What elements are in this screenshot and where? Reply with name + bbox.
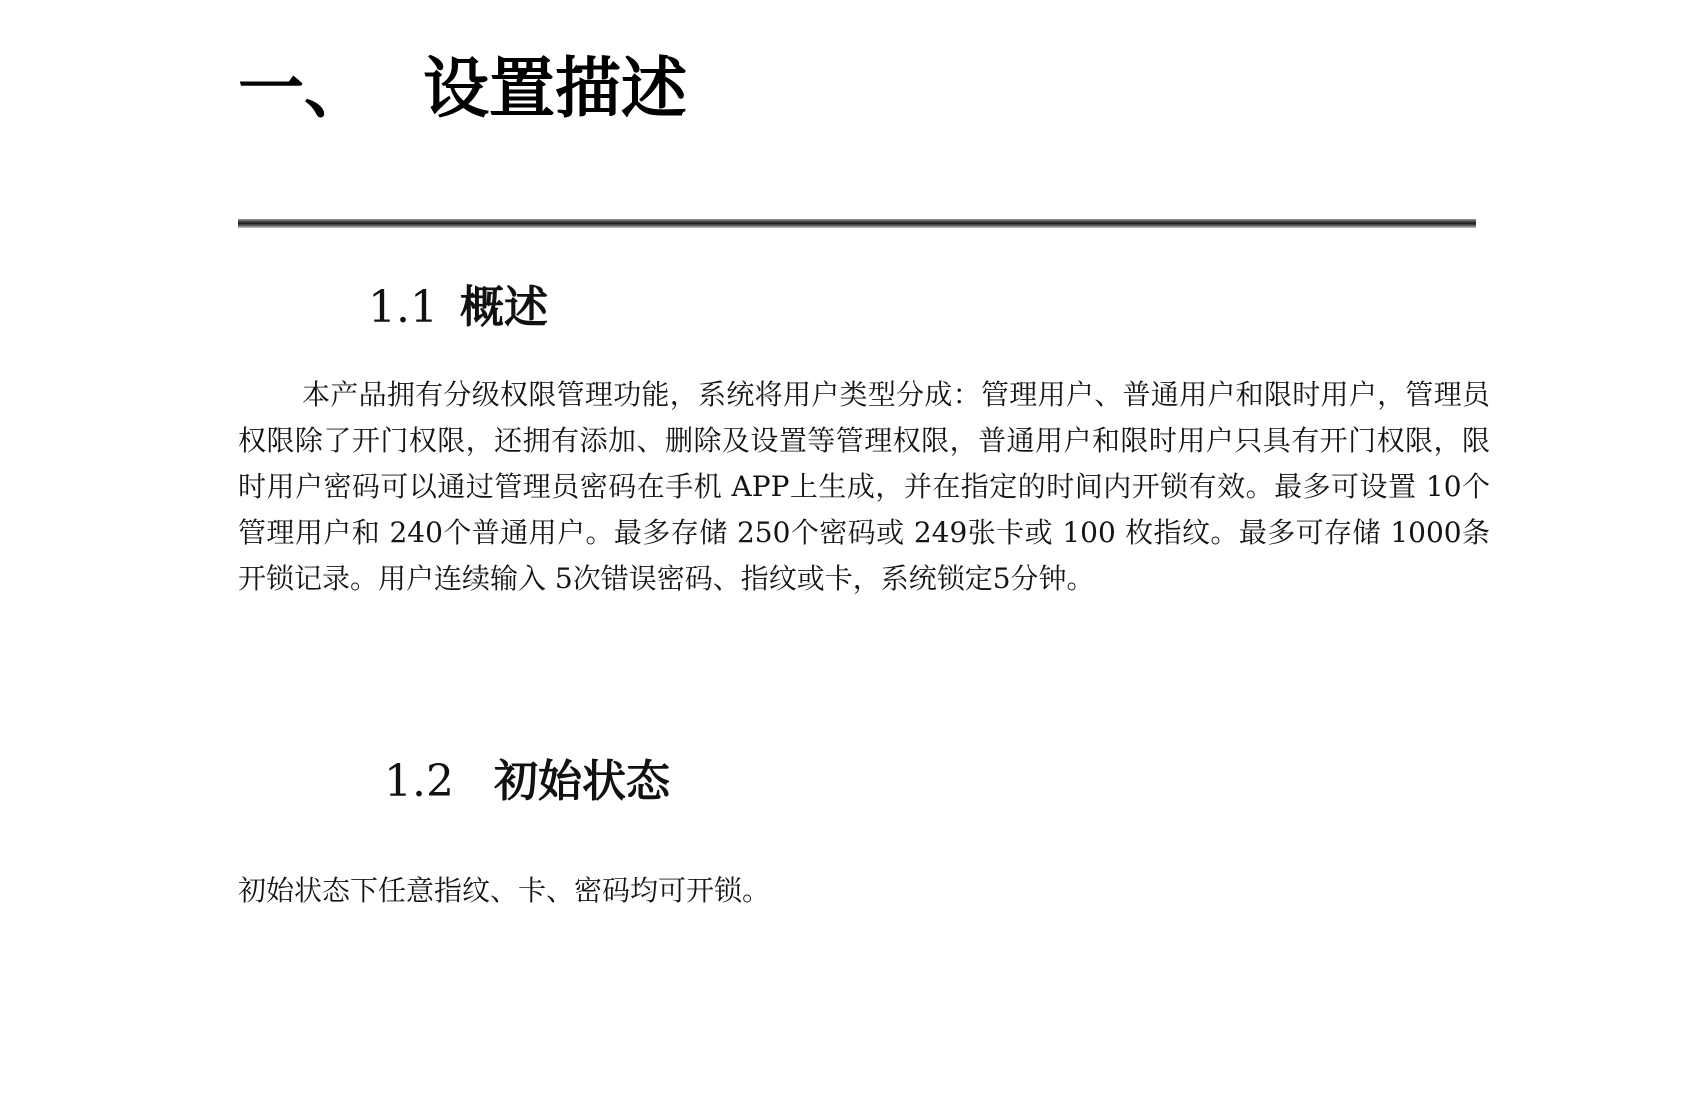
chapter-heading	[238, 44, 687, 134]
section-heading-initial-state	[384, 752, 670, 812]
chapter-number: 一、	[238, 50, 370, 127]
chapter-title: 设置描述	[423, 50, 687, 127]
section-heading-overview	[368, 278, 548, 338]
initial-state-paragraph: 初始状态下任意指纹、卡、密码均可开锁。	[238, 874, 771, 907]
section-title: 概述	[459, 282, 548, 333]
overview-paragraph: 本产品拥有分级权限管理功能，系统将用户类型分成：管理用户、普通用户和限时用户，管理员权限除了开门权限，还拥有添加、删除及设置等管理权限，普通用户和限时用户只具有开门权限，限时用户密码可以通过管理员密码在手机 APP上生成，并在指定的时间内开锁有效。最多可设置 10个管理用户和 240个普通用户。最多存储 250个密码或 249张卡或 100 枚指纹。最多可存储 1000条开锁记录。用户连续输入 5次错误密码、指纹或卡，系统锁定5分钟。	[238, 378, 1490, 595]
heading-divider	[238, 219, 1476, 229]
section-title: 初始状态	[493, 756, 670, 807]
section-number: 1.2	[384, 756, 454, 807]
section-number: 1.1	[368, 282, 438, 333]
divider-line	[238, 219, 1476, 228]
